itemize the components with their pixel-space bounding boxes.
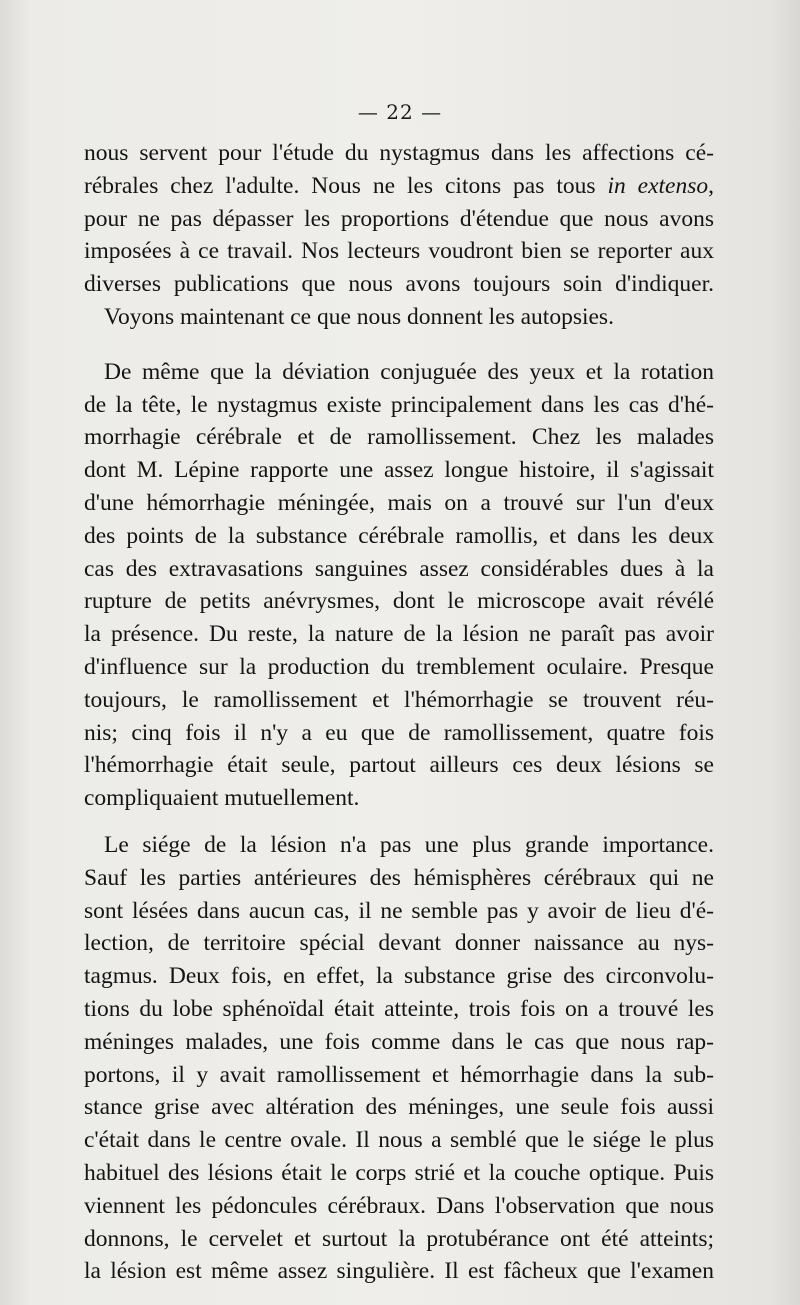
italic-phrase: in extenso: [607, 172, 709, 199]
text-line: tagmus. Deux fois, en effet, la substance grise des circonvolu-: [84, 963, 714, 990]
page-number: — 22 —: [357, 100, 443, 124]
text-line: habituel des lésions était le corps strié et la couche optique. Puis: [84, 1159, 714, 1186]
text-line: donnons, le cervelet et surtout la protubérance ont été atteints;: [84, 1225, 714, 1252]
text-line: des points de la substance cérébrale ramollis, et dans les deux: [84, 522, 714, 549]
text-line: de la tête, le nystagmus existe principalement dans les cas d'hé-: [84, 391, 714, 418]
text-line: imposées à ce travail. Nos lecteurs voudront bien se reporter aux: [84, 238, 714, 265]
text-line: Le siége de la lésion n'a pas une plus grande importance.: [104, 831, 714, 858]
paragraph-2: [84, 301, 714, 334]
text-line: De même que la déviation conjuguée des yeux et la rotation: [104, 358, 714, 385]
text-line: d'influence sur la production du tremblement oculaire. Presque: [84, 653, 714, 680]
text-line: portons, il y avait ramollissement et hémorrhagie dans la sub-: [84, 1061, 714, 1088]
text-line: rupture de petits anévrysmes, dont le microscope avait révélé: [84, 588, 714, 615]
text-line: morrhagie cérébrale et de ramollissement. Chez les malades: [84, 424, 714, 451]
text-line: nous servent pour l'étude du nystagmus dans les affections cé-: [84, 140, 714, 166]
text-line: pour ne pas dépasser les proportions d'étendue que nous avons: [84, 205, 714, 232]
text-line: rébrales chez l'adulte. Nous ne les citons pas tous in extenso,: [84, 172, 714, 199]
text-line: lection, de territoire spécial devant donner naissance au nys-: [84, 930, 714, 957]
text-line: la présence. Du reste, la nature de la lésion ne paraît pas avoir: [84, 621, 714, 648]
text-line: Voyons maintenant ce que nous donnent les autopsies.: [104, 303, 614, 330]
paragraph-1: [84, 137, 714, 301]
text-line: compliquaient mutuellement.: [84, 785, 360, 812]
paragraph-4: [84, 829, 714, 1288]
text-line: nis; cinq fois il n'y a eu que de ramollissement, quatre fois: [84, 719, 714, 746]
text-line: l'hémorrhagie était seule, partout ailleurs ces deux lésions se: [84, 752, 714, 779]
text-line: stance grise avec altération des méninges, une seule fois aussi: [84, 1094, 714, 1121]
body-text: [84, 137, 714, 1288]
text-line: diverses publications que nous avons toujours soin d'indiquer.: [84, 271, 714, 298]
text-line: sont lésées dans aucun cas, il ne semble pas y avoir de lieu d'é-: [84, 897, 714, 924]
text-line: d'une hémorrhagie méningée, mais on a trouvé sur l'un d'eux: [84, 489, 714, 516]
text-line: Sauf les parties antérieures des hémisphères cérébraux qui ne: [84, 864, 714, 891]
text-line: tions du lobe sphénoïdal était atteinte, trois fois on a trouvé les: [84, 995, 714, 1022]
text-line: toujours, le ramollissement et l'hémorrhagie se trouvent réu-: [84, 686, 714, 713]
text-line: viennent les pédoncules cérébraux. Dans l'observation que nous: [84, 1192, 714, 1219]
text-line: méninges malades, une fois comme dans le cas que nous rap-: [84, 1028, 714, 1055]
text-line: cas des extravasations sanguines assez considérables dues à la: [84, 555, 714, 582]
text-line: c'était dans le centre ovale. Il nous a semblé que le siége le plus: [84, 1127, 714, 1154]
paragraph-3: [84, 356, 714, 815]
text-line: la lésion est même assez singulière. Il est fâcheux que l'examen: [84, 1258, 714, 1285]
text-line: dont M. Lépine rapporte une assez longue histoire, il s'agissait: [84, 457, 714, 484]
